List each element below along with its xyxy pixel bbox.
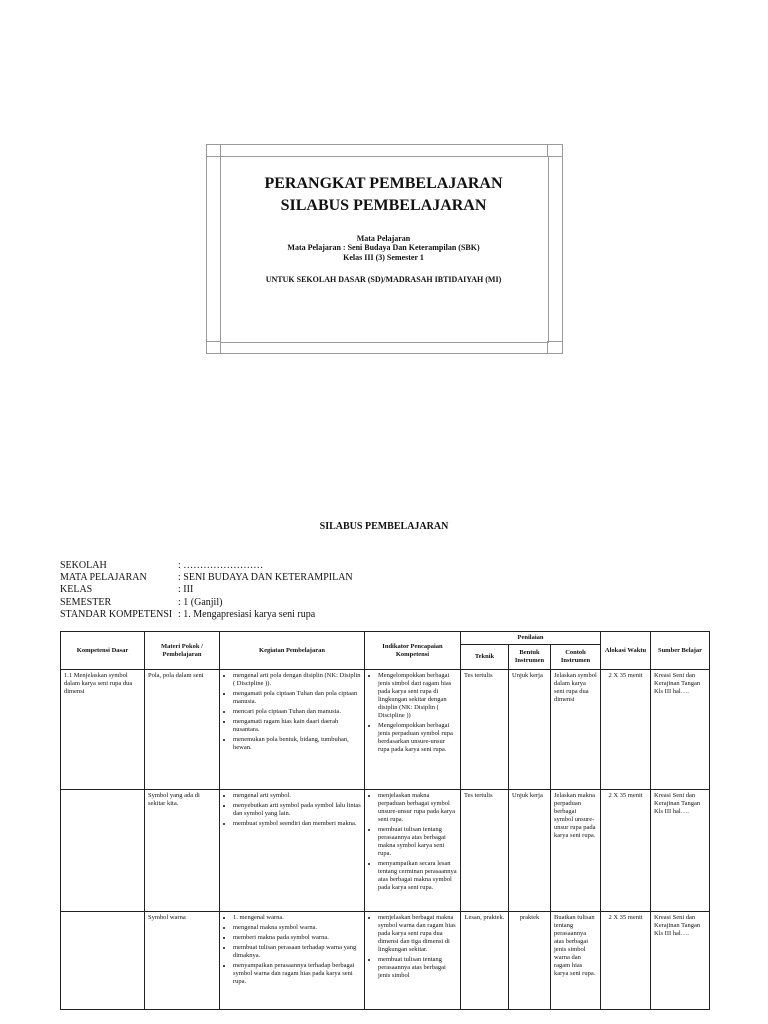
header-penilaian: Penilaian <box>461 632 601 645</box>
cell-kegiatan <box>220 790 365 912</box>
list-item: • mengamati ragam hias kain daari daerah nusantara. <box>233 718 361 734</box>
cell-materi: Symbol warna <box>145 912 220 1010</box>
list-item: • Mengelompokkan berbagai jenis simbol dari ragam hias pada karya seni rupa di lingkungan sekitar dengan disiplin (NK: Disiplin ( Discipline )) <box>378 672 457 720</box>
list-item: • memberi makna pada symbol warna. <box>233 934 361 942</box>
cell-kegiatan <box>220 670 365 790</box>
info-key: KELAS <box>60 584 93 595</box>
list-item: • Mengelompokkan berbagai jenis perpaduan symbol rupa berdasarkan unsure-unsur rupa pada karya seni rupa. <box>378 722 457 754</box>
cell-teknik: Lesan, praktek. <box>461 912 509 1010</box>
cover-line-2: Mata Pelajaran : Seni Budaya Dan Keterampilan (SBK) <box>287 243 480 252</box>
cell-kd: 1.1 Menjelaskan symbol dalam karya seni rupa dua dimensi <box>61 670 145 790</box>
cell-sumber: Kreasi Seni dan Kerajinan Tangan Kls III hal…. <box>651 670 710 790</box>
header-indikator: Indikator Pencapaian Kompetensi <box>365 632 461 670</box>
cell-kd <box>61 912 145 1010</box>
cover-line-1: Mata Pelajaran <box>356 234 411 243</box>
header-kegiatan: Kegiatan Pembelajaran <box>220 632 365 670</box>
list-item: • menjelaskan berbagai makna symbol warna dan ragam hias pada karya seni rupa dua dimensi dan tiga dimensi di lingkungan sekitar. <box>378 914 457 954</box>
list-item: • membuat tulisan tentang perasaannya atas berbagai jenis simbol <box>378 956 457 980</box>
table-row <box>61 670 710 790</box>
info-key: MATA PELAJARAN <box>60 572 147 583</box>
list-item: • mengenal arti symbol. <box>233 792 361 800</box>
info-value: : 1. Mengapresiasi karya seni rupa <box>178 609 316 620</box>
cell-contoh: Buatkan tulisan tentang perasaannya atas berbagai jenis simbol warna dan ragam hias karya seni rupa. <box>551 912 601 1010</box>
cell-indikator <box>365 912 461 1010</box>
syllabus-table <box>60 631 710 1010</box>
cell-kd <box>61 790 145 912</box>
cell-materi: Symbol yang ada di sekitar kita. <box>145 790 220 912</box>
frame-corner <box>206 341 221 354</box>
cover-title-1: PERANGKAT PEMBELAJARAN <box>264 175 503 192</box>
cell-indikator <box>365 670 461 790</box>
cell-alokasi: 2 X 35 menit <box>601 912 651 1010</box>
list-item: • menyebutkan arti symbol pada symbol lalu lintas dan symbol yang lain. <box>233 802 361 818</box>
document-title: SILABUS PEMBELAJARAN <box>319 521 449 532</box>
header-bentuk: Bentuk Instrumen <box>509 645 551 670</box>
cell-teknik: Tes tertulis <box>461 790 509 912</box>
info-value: : …………………… <box>178 560 264 571</box>
cover-title-2: SILABUS PEMBELAJARAN <box>280 197 487 214</box>
list-item: • membuat tulisan perasaan terhadap warna yang dimaknya. <box>233 944 361 960</box>
header-teknik: Teknik <box>461 645 509 670</box>
cell-alokasi: 2 X 35 menit <box>601 790 651 912</box>
info-value: : 1 (Ganjil) <box>178 597 223 608</box>
table-row <box>61 790 710 912</box>
list-item: • 1. mengenal warna. <box>233 914 361 922</box>
header-kd: Kompetensi Dasar <box>61 632 145 670</box>
cell-materi: Pola, pola dalam seni <box>145 670 220 790</box>
cell-sumber: Kreasi Seni dan Kerajinan Tangan Kls III hal…. <box>651 790 710 912</box>
cell-bentuk: praktek <box>509 912 551 1010</box>
info-key: SEKOLAH <box>60 560 107 571</box>
list-item: • membuat tulisan tentang perasaannya atas berbagai makna symbol karya seni rupa. <box>378 826 457 858</box>
header-sumber: Sumber Belajar <box>651 632 710 670</box>
cell-contoh: Jelaskan makna perpaduan berbagai symbol unsure-unsur rupa pada karya seni rupa. <box>551 790 601 912</box>
table-row <box>61 912 710 1010</box>
info-key: SEMESTER <box>60 597 112 608</box>
list-item: • menemukan pola bentuk, bidang, tumbuhan, hewan. <box>233 736 361 752</box>
frame-corner <box>547 341 562 354</box>
info-value: : SENI BUDAYA DAN KETERAMPILAN <box>178 572 353 583</box>
header-alokasi: Alokasi Waktu <box>601 632 651 670</box>
list-item: • membuat symbol seendiri dan memberi makna. <box>233 820 361 828</box>
list-item: • mengenal arti pola dengan disiplin (NK: Disiplin ( Discipline )). <box>233 672 361 688</box>
cell-indikator <box>365 790 461 912</box>
list-item: • menyampaikan perasaannya terhadap berbagai symbol warna dan ragam hias pada karya seni rupa. <box>233 962 361 986</box>
header-materi: Materi Pokok / Pembelajaran <box>145 632 220 670</box>
cell-kegiatan <box>220 912 365 1010</box>
info-value: : III <box>178 584 194 595</box>
frame-corner <box>547 144 562 157</box>
cell-contoh: Jelaskan symbol dalam karya seni rupa dua dimensi <box>551 670 601 790</box>
list-item: • menjelaskan makna perpaduan berbagai symbol unsure-unsur rupa pada karya seni rupa. <box>378 792 457 824</box>
header-contoh: Contoh Instrumen <box>551 645 601 670</box>
cell-bentuk: Unjuk kerja <box>509 670 551 790</box>
cell-bentuk: Unjuk kerja <box>509 790 551 912</box>
list-item: • mencari pola ciptaan Tuhan dan manusia. <box>233 708 361 716</box>
cover-line-4: UNTUK SEKOLAH DASAR (SD)/MADRASAH IBTIDAIYAH (MI) <box>265 275 502 284</box>
info-key: STANDAR KOMPETENSI <box>60 609 173 620</box>
frame-corner <box>206 144 221 157</box>
cover-line-3: Kelas III (3) Semester 1 <box>343 253 424 262</box>
list-item: • mengamati pola ciptaan Tuhan dan pola ciptaan manusia. <box>233 690 361 706</box>
list-item: • mengenal makna symbol warna. <box>233 924 361 932</box>
cell-sumber: Kreasi Seni dan Kerajinan Tangan Kls III hal…. <box>651 912 710 1010</box>
cell-alokasi: 2 X 35 menit <box>601 670 651 790</box>
cell-teknik: Tes tertulis <box>461 670 509 790</box>
list-item: • menyampaikan secara lesan tentang cerminan perasaannya atas berbagai makna symbol pada karya seni rupa. <box>378 860 457 892</box>
